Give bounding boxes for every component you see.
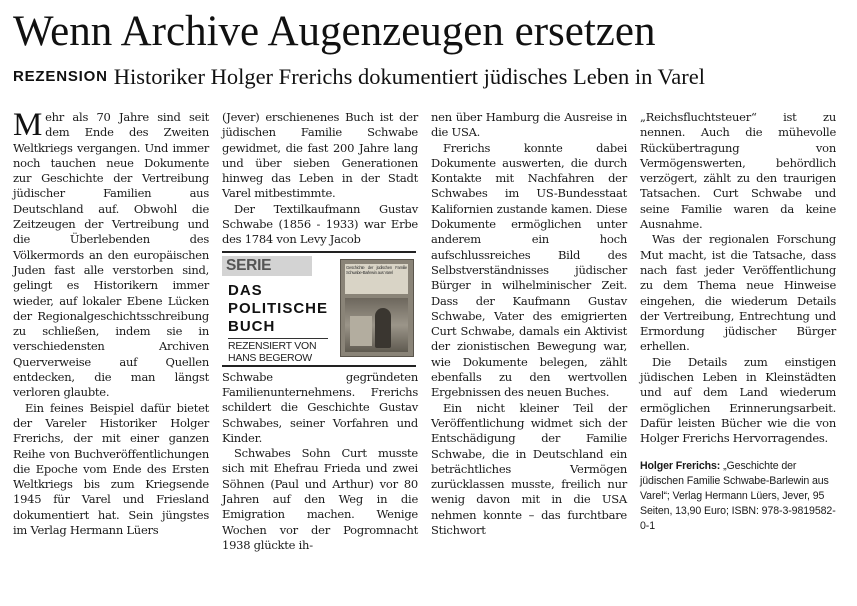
paragraph bbox=[13, 107, 209, 401]
book-cover-photo bbox=[345, 298, 408, 352]
paragraph: nen über Hamburg die Ausreise in die USA. bbox=[431, 110, 627, 140]
series-author bbox=[228, 340, 338, 365]
series-title-line: POLITISCHE bbox=[228, 299, 329, 317]
column-1 bbox=[13, 107, 209, 538]
photo-figure bbox=[375, 308, 391, 348]
paragraph: Frerichs konnte dabei Dokumente auswerten, die durch Kontakte mit Nachfahren der Schwabes im US-Bundesstaat Kalifornien zustande kamen. Diese Dokumente ermöglichen unter anderem ein hoch aufschlussreiches Bild des Selbstverständnisses jüdischer Bürger in wilhelminischer Zeit. Dass der Kaufmann Gustav Schwabe, Vater des emigrierten Curt Schwabe, damals ein Aktivist der zionistischen Bewegung war, wie Dokumente belegen, zählt ebenfalls zu den wertvollen Ergebnissen des neuen Buches. bbox=[431, 140, 627, 400]
paragraph: Ein feines Beispiel dafür bietet der Vareler Historiker Holger Frerichs, der mit einer ganzen Reihe von Buchveröffentlichungen die Epoche vom Ende des Ersten Weltkriegs bis zum Kriegsende 1945 für Varel und Friesland dokumentiert hat. Sein jüngstes im Verlag Hermann Lüers bbox=[13, 400, 209, 538]
paragraph: „Reichsfluchtsteuer“ ist zu nennen. Auch die mühevolle Rückübertragung von Vermögenswerten, behördlich verzögert, zählt zu den traurigen Tatsachen. Curt Schwabe und seine Familie waren da keine Ausnahme. bbox=[640, 110, 836, 232]
series-title-line: BUCH bbox=[228, 317, 276, 335]
book-info-text: „Geschichte der jüdischen Familie Schwabe-Barlewin aus Varel“; Verlag Hermann Lüers, Jever, 95 Seiten, 13,90 Euro; ISBN: 978-3-9819582-0-1 bbox=[640, 459, 836, 532]
paragraph: Schwabes Sohn Curt musste sich mit Ehefrau Frieda und zwei Söhnen (Paul und Arthur) vor 80 Jahren auf den Weg in die Emigration machen. Wenige Wochen vor der Pogromnacht 1938 glückte ih- bbox=[222, 446, 418, 552]
column-2 bbox=[222, 110, 418, 553]
book-info-author: Holger Frerichs: bbox=[640, 459, 721, 472]
paragraph: (Jever) erschienenes Buch ist der jüdischen Familie Schwabe gewidmet, die fast 200 Jahre lang und über sieben Generationen hinweg das Leben in der Stadt Varel mitbestimmte. bbox=[222, 110, 418, 201]
paragraph: Schwabe gegründeten Familienunternehmens. Frerichs schildert die Geschichte Gustav Schwabes, seiner Vorfahren und Kinder. bbox=[222, 369, 418, 445]
deck-text: Historiker Holger Frerichs dokumentiert jüdisches Leben in Varel bbox=[113, 64, 706, 89]
paragraph-text: ehr als 70 Jahre sind seit dem Ende des Zweiten Weltkriegs vergangen. Und immer noch tauchen neue Dokumente zur Geschichte der Vertreibung jüdischer Familien aus Deutschland auf. Obwohl die Zeitzeugen der Vertreibung und die Überlebenden des Völkermords an den europäischen Juden fast alle verstorben sind, gelingt es Historikern immer wieder, auf lokaler Ebene Lücken der Regionalgeschichtsschreibung zu schließen, indem sie in verschiedensten Archiven Querverweise auf Quellen entdecken, die man längst verloren glaubte. bbox=[13, 110, 209, 400]
paragraph: Was der regionalen Forschung Mut macht, ist die Tatsache, dass nach fast jeder Veröffentlichung zu dem Thema neue Hinweise eingehen, die wiederum Details der Vertreibung, Entrechtung und Ermordung jüdischer Bürger erhellen. bbox=[640, 232, 836, 354]
kicker-label: REZENSION bbox=[13, 68, 108, 85]
series-box bbox=[222, 251, 416, 367]
book-cover-text: Geschichte der jüdischen Familie Schwabe-Barlewin aus Varel bbox=[346, 264, 407, 275]
headline: Wenn Archive Augenzeugen ersetzen bbox=[13, 8, 656, 55]
book-info-note bbox=[640, 459, 836, 534]
book-cover-image bbox=[340, 259, 414, 357]
paragraph: Ein nicht kleiner Teil der Veröffentlichung widmet sich der Entschädigung der Familie Schwabe, die in Deutschland ein beträchtliches Vermögen zurücklassen musste, freilich nur wenig davon mit in die USA nehmen konnte – das furchtbare Stichwort bbox=[431, 400, 627, 538]
series-author-line: REZENSIERT VON bbox=[228, 339, 317, 352]
drop-cap: M bbox=[13, 107, 43, 143]
book-cover-title bbox=[345, 264, 408, 294]
column-4 bbox=[640, 110, 836, 534]
series-author-line: HANS BEGEROW bbox=[228, 352, 312, 365]
subheadline bbox=[13, 64, 843, 90]
series-title-line: DAS bbox=[228, 281, 263, 299]
column-3 bbox=[431, 110, 627, 538]
paragraph: Der Textilkaufmann Gustav Schwabe (1856 - 1933) war Erbe des 1784 von Levy Jacob bbox=[222, 201, 418, 247]
paragraph: Die Details zum einstigen jüdischen Leben in Kleinstädten und auf dem Land wiederum ermöglichen Erinnerungsarbeit. Dafür leisten Bücher wie die von Holger Frerichs Hervorragendes. bbox=[640, 354, 836, 446]
series-title bbox=[228, 282, 338, 336]
divider bbox=[228, 338, 328, 339]
series-label: SERIE bbox=[222, 256, 312, 276]
photo-building bbox=[350, 316, 372, 346]
